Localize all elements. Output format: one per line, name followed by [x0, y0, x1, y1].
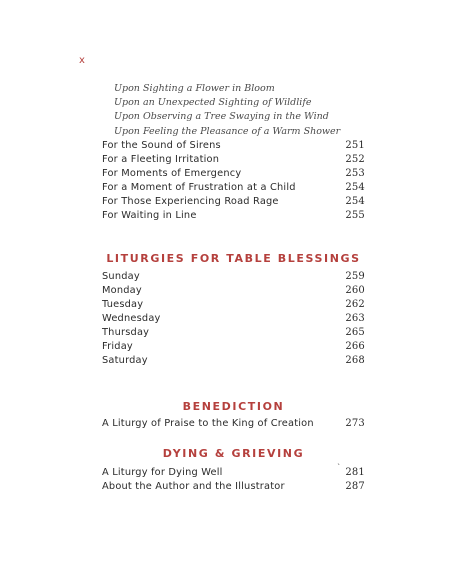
- toc-entry[interactable]: [102, 209, 365, 223]
- toc-entry[interactable]: [102, 354, 365, 368]
- entry-title: For Those Experiencing Road Rage: [102, 196, 279, 207]
- section-heading-dying-grieving: DYING & GRIEVING: [162, 447, 305, 460]
- entry-title: A Liturgy for Dying Well: [102, 467, 223, 478]
- entry-title: Friday: [102, 341, 133, 352]
- sub-item[interactable]: Upon Observing a Tree Swaying in the Wind: [114, 111, 329, 123]
- entry-page: 263: [345, 313, 365, 324]
- entry-title: For a Fleeting Irritation: [102, 154, 220, 165]
- toc-entry[interactable]: [102, 312, 365, 326]
- toc-entry[interactable]: [102, 153, 365, 167]
- section1-entry-list: [102, 139, 365, 223]
- dying-grieving-entry-list: [102, 466, 365, 494]
- stray-mark: `: [337, 463, 341, 472]
- toc-entry[interactable]: [102, 139, 365, 153]
- page-number: x: [79, 55, 86, 66]
- sub-item[interactable]: Upon Sighting a Flower in Bloom: [114, 83, 275, 94]
- section-heading-table-blessings: LITURGIES FOR TABLE BLESSINGS: [106, 252, 361, 265]
- entry-title: Wednesday: [102, 313, 161, 324]
- entry-title: About the Author and the Illustrator: [102, 481, 285, 492]
- toc-entry[interactable]: [102, 167, 365, 181]
- toc-entry[interactable]: [102, 298, 365, 312]
- entry-page: 251: [345, 140, 365, 151]
- entry-page: 287: [345, 481, 365, 492]
- section-heading-benediction: BENEDICTION: [182, 400, 285, 413]
- toc-entry[interactable]: [102, 195, 365, 209]
- entry-page: 265: [345, 327, 365, 338]
- sub-item[interactable]: Upon Feeling the Pleasance of a Warm Shower: [114, 125, 341, 137]
- toc-entry[interactable]: [102, 270, 365, 284]
- entry-page: 281: [345, 467, 365, 478]
- entry-page: 273: [345, 418, 365, 429]
- sub-item-list: [114, 82, 374, 139]
- toc-entry[interactable]: [102, 326, 365, 340]
- entry-page: 259: [345, 271, 365, 282]
- toc-entry[interactable]: [102, 284, 365, 298]
- entry-title: For Waiting in Line: [102, 210, 197, 221]
- toc-entry[interactable]: [102, 466, 365, 480]
- entry-title: For the Sound of Sirens: [102, 140, 221, 151]
- table-blessings-entry-list: [102, 270, 365, 368]
- entry-page: 252: [345, 154, 365, 165]
- entry-title: Saturday: [102, 355, 148, 366]
- toc-entry[interactable]: [102, 340, 365, 354]
- entry-page: 254: [345, 182, 365, 193]
- benediction-entry-list: [102, 417, 365, 431]
- toc-entry[interactable]: [102, 181, 365, 195]
- entry-page: 260: [345, 285, 365, 296]
- entry-title: Thursday: [102, 327, 150, 338]
- toc-entry[interactable]: [102, 480, 365, 494]
- sub-item[interactable]: Upon an Unexpected Sighting of Wildlife: [114, 97, 312, 109]
- entry-page: 253: [345, 168, 365, 179]
- entry-page: 255: [345, 210, 365, 221]
- entry-title: Monday: [102, 285, 142, 296]
- toc-entry[interactable]: [102, 417, 365, 431]
- entry-page: 254: [345, 196, 365, 207]
- entry-title: Sunday: [102, 271, 140, 282]
- entry-page: 266: [345, 341, 365, 352]
- entry-page: 262: [345, 299, 365, 310]
- entry-title: For a Moment of Frustration at a Child: [102, 182, 296, 193]
- entry-page: 268: [345, 355, 365, 366]
- entry-title: Tuesday: [102, 299, 144, 310]
- entry-title: For Moments of Emergency: [102, 168, 242, 179]
- entry-title: A Liturgy of Praise to the King of Creation: [102, 418, 314, 429]
